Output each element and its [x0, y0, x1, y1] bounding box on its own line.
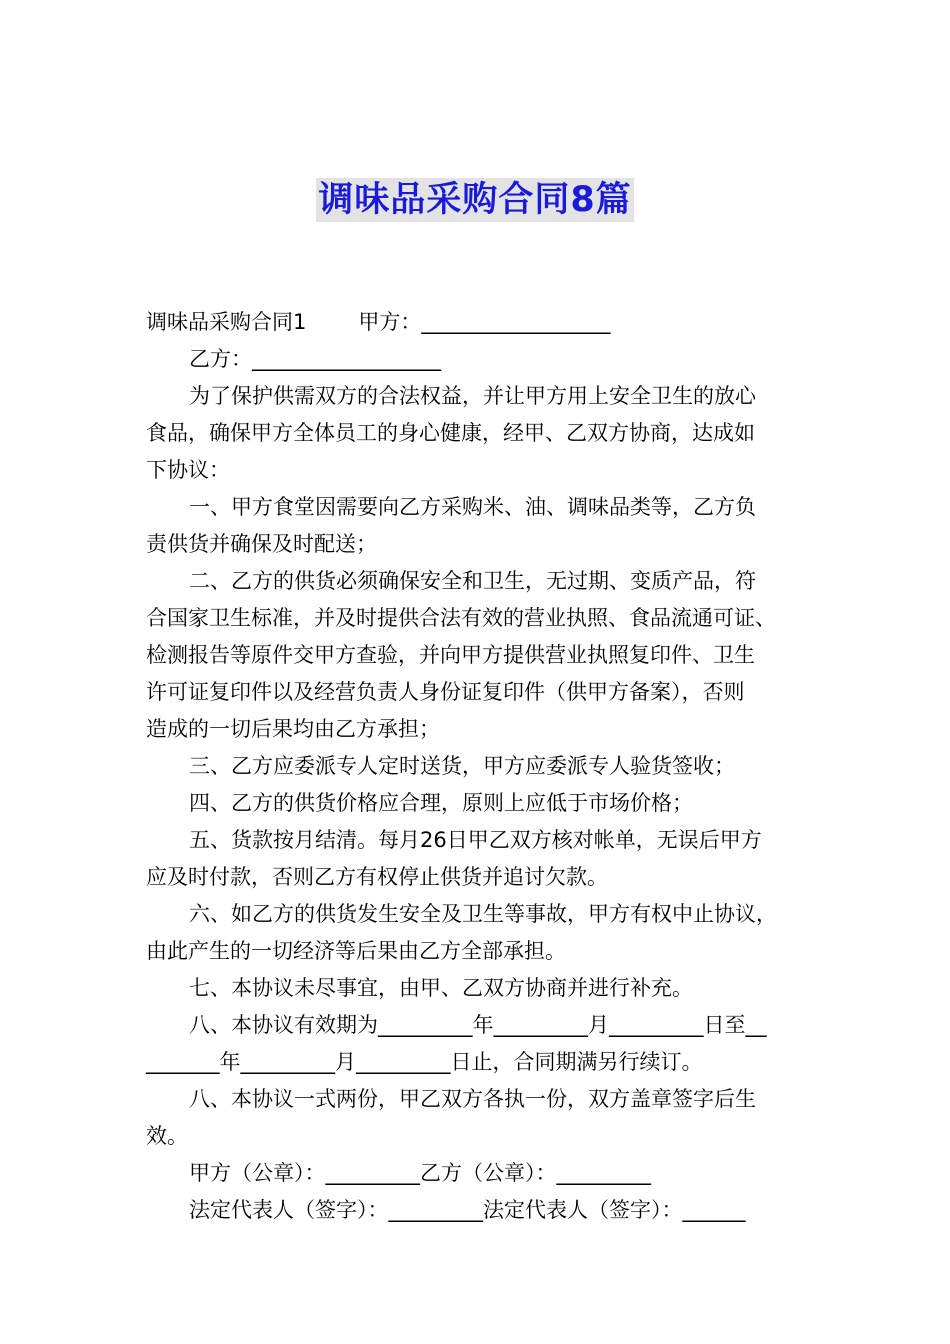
clause-2-line: 合国家卫生标准，并及时提供合法有效的营业执照、食品流通可证、	[146, 606, 776, 630]
title-container	[0, 178, 950, 222]
clause-5-line: 应及时付款，否则乙方有权停止供货并追讨欠款。	[146, 865, 608, 889]
party-a-line: 甲方：__________________	[358, 310, 611, 334]
clause-2-line: 二、乙方的供货必须确保安全和卫生，无过期、变质产品，符	[189, 569, 756, 593]
document-title: 调味品采购合同8篇	[318, 180, 632, 220]
clause-7-line: 七、本协议未尽事宜，由甲、乙双方协商并进行补充。	[189, 976, 693, 1000]
clause-6-line: 六、如乙方的供货发生安全及卫生等事故，甲方有权中止协议，	[189, 902, 777, 926]
clause-5-line: 五、货款按月结清。每月26日甲乙双方核对帐单，无误后甲方	[189, 828, 762, 852]
signature-line: 法定代表人（签字）：_________法定代表人（签字）：______	[189, 1198, 746, 1222]
paragraph-line: 食品，确保甲方全体员工的身心健康，经甲、乙双方协商，达成如	[146, 421, 755, 445]
paragraph-line: 下协议：	[146, 458, 230, 482]
clause-2-line: 检测报告等原件交甲方查验，并向甲方提供营业执照复印件、卫生	[146, 643, 755, 667]
clause-2-line: 许可证复印件以及经营负责人身份证复印件（供甲方备案），否则	[146, 680, 745, 704]
clause-2-line: 造成的一切后果均由乙方承担；	[146, 717, 440, 741]
clause-8-line: _______年_________月_________日止，合同期满另行续订。	[146, 1050, 703, 1074]
clause-6-line: 由此产生的一切经济等后果由乙方全部承担。	[146, 939, 566, 963]
clause-3-line: 三、乙方应委派专人定时送货，甲方应委派专人验货签收；	[189, 754, 735, 778]
contract-heading-line	[146, 304, 826, 341]
clause-1-line: 责供货并确保及时配送；	[146, 532, 377, 556]
clause-8b-line: 八、本协议一式两份，甲乙双方各执一份，双方盖章签字后生	[189, 1087, 756, 1111]
seal-line: 甲方（公章）：_________乙方（公章）：_________	[189, 1161, 651, 1185]
clause-4-line: 四、乙方的供货价格应合理，原则上应低于市场价格；	[189, 791, 693, 815]
clause-8-line: 八、本协议有效期为_________年_________月_________日至__	[189, 1013, 767, 1037]
clause-8b-line: 效。	[146, 1124, 188, 1148]
paragraph-line: 为了保护供需双方的合法权益，并让甲方用上安全卫生的放心	[189, 384, 756, 408]
clause-1-line: 一、甲方食堂因需要向乙方采购米、油、调味品类等，乙方负	[189, 495, 756, 519]
contract-heading: 调味品采购合同1	[146, 310, 307, 334]
party-b-line: 乙方：__________________	[189, 347, 441, 371]
document-body	[146, 304, 826, 1229]
